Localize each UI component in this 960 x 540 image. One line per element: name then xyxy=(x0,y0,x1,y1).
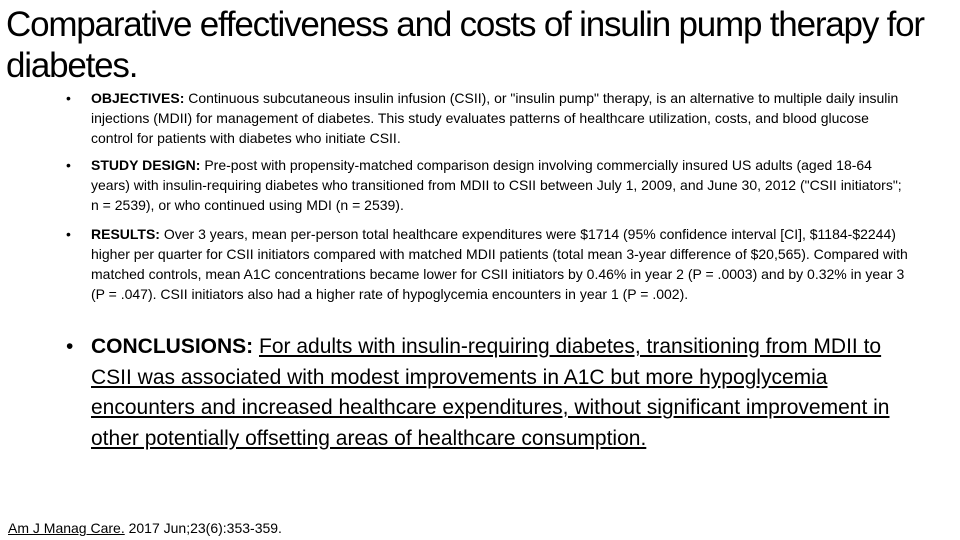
results-label: RESULTS: xyxy=(91,226,164,242)
study-design-text: Pre-post with propensity-matched comparison design involving commercially insured US adults (aged 18-64 years) with insulin-requiring diabetes who transitioned from MDII to CSII between July 1, 2009, and June 30, 2012 ("CSII initiators"; n = 2539), or who continued using MDI (n = 2539). xyxy=(91,157,902,213)
conclusions-label: CONCLUSIONS: xyxy=(91,335,259,358)
study-design-bullet xyxy=(66,155,911,215)
conclusions-bullet xyxy=(66,332,901,454)
results-text: Over 3 years, mean per-person total healthcare expenditures were $1714 (95% confidence interval [CI], $1184-$2244) higher per quarter for CSII initiators compared with matched MDII patients (total mean 3-year difference of $20,565). Compared with matched controls, mean A1C concentrations became lower for CSII initiators by 0.46% in year 2 (P = .0003) and by 0.32% in year 3 (P = .047). CSII initiators also had a higher rate of hypoglycemia encounters in year 1 (P = .002). xyxy=(91,226,908,302)
bullet-marker: • xyxy=(66,90,71,106)
study-design-label: STUDY DESIGN: xyxy=(91,157,205,173)
journal-link[interactable]: Am J Manag Care. xyxy=(8,520,125,536)
citation xyxy=(8,519,282,537)
objectives-label: OBJECTIVES: xyxy=(91,90,189,106)
bullet-marker: • xyxy=(66,157,71,173)
objectives-bullet xyxy=(66,88,911,148)
objectives-text: Continuous subcutaneous insulin infusion (CSII), or "insulin pump" therapy, is an alternative to multiple daily insulin injections (MDII) for management of diabetes. This study evaluates patterns of healthcare utilization, costs, and blood glucose control for patients with diabetes who initiate CSII. xyxy=(91,90,899,146)
bullet-marker: • xyxy=(66,226,71,242)
citation-details: 2017 Jun;23(6):353-359. xyxy=(124,520,282,536)
results-bullet xyxy=(66,224,921,304)
slide-title: Comparative effectiveness and costs of insulin pump therapy for diabetes. xyxy=(6,5,924,85)
bullet-marker: • xyxy=(66,335,74,358)
conclusions-text: For adults with insulin-requiring diabetes, transitioning from MDII to CSII was associated with modest improvements in A1C but more hypoglycemia encounters and increased healthcare expenditures, without significant improvement in other potentially offsetting areas of healthcare consumption. xyxy=(91,335,890,450)
